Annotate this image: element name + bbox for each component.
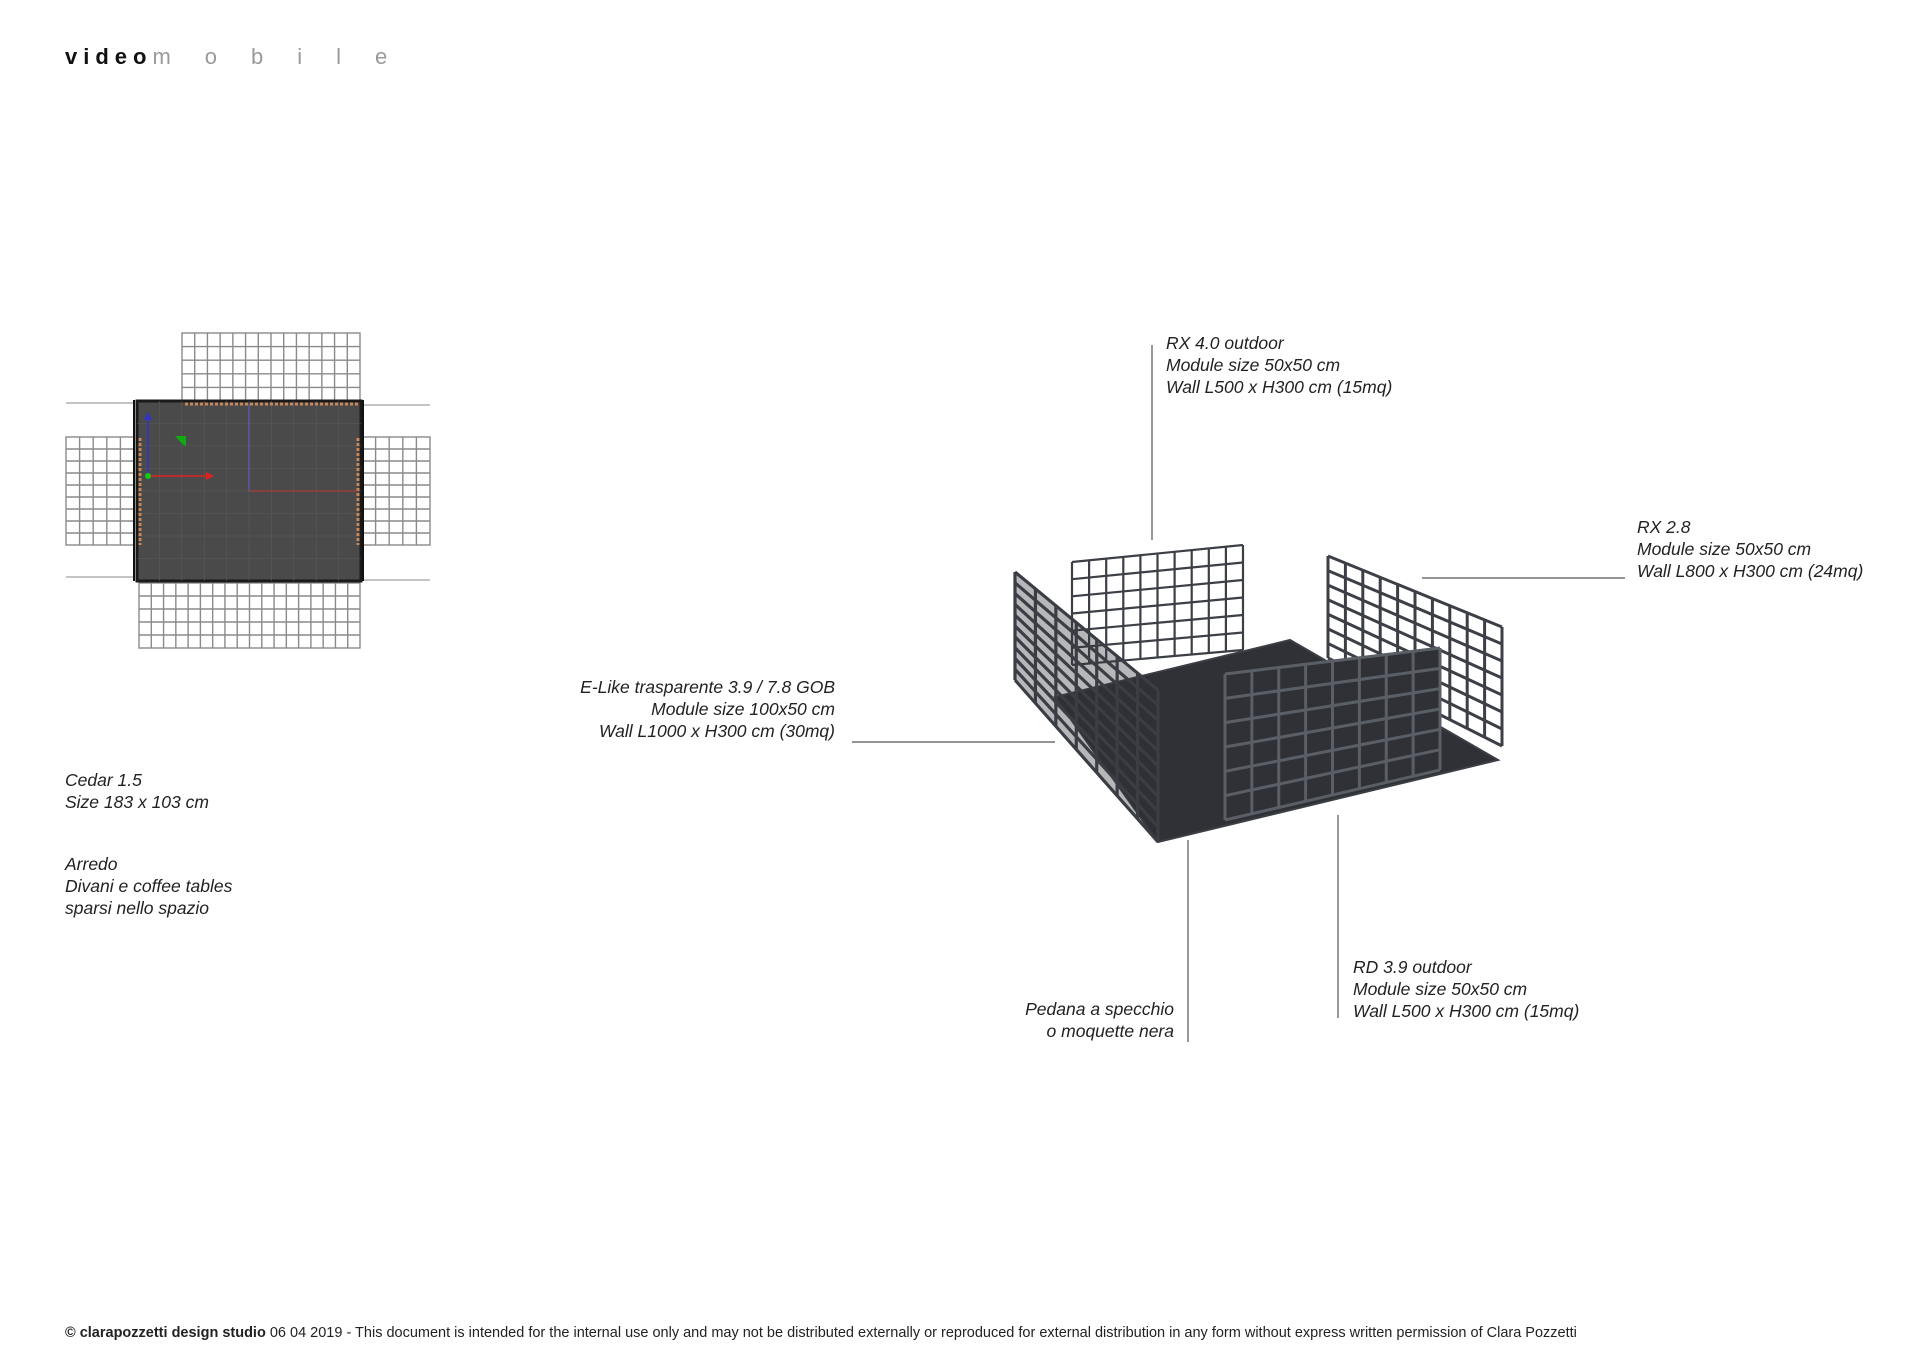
label-rx28 xyxy=(1637,516,1863,582)
label-rx28-line3: Wall L800 x H300 cm (24mq) xyxy=(1637,561,1864,581)
label-arredo xyxy=(65,853,232,919)
label-arredo-line1: Arredo xyxy=(65,854,118,874)
label-rx40 xyxy=(1166,332,1392,398)
footer-text: 06 04 2019 - This document is intended for the internal use only and may not be distributed externally or reproduced for external distribution in any form without express written permission of Clara Pozzetti xyxy=(265,1325,1577,1341)
label-pedana xyxy=(1025,998,1174,1042)
logo-light: mobile xyxy=(152,44,422,69)
iso-view xyxy=(1015,545,1502,842)
label-rx40-line3: Wall L500 x H300 cm (15mq) xyxy=(1166,377,1393,397)
plan-wall-right xyxy=(362,437,430,545)
plan-wall-bottom xyxy=(139,583,360,648)
axis-origin xyxy=(145,473,151,479)
label-cedar-line1: Cedar 1.5 xyxy=(65,770,142,790)
logo-bold: video xyxy=(65,44,153,69)
label-elike-line2: Module size 100x50 cm xyxy=(651,699,835,719)
footer xyxy=(65,1325,1577,1341)
iso-wall-rd39 xyxy=(1225,648,1440,820)
footer-copyright: © clarapozzetti design studio xyxy=(65,1325,266,1341)
label-elike-line1: E-Like trasparente 3.9 / 7.8 GOB xyxy=(580,677,835,697)
label-elike xyxy=(580,676,835,742)
label-arredo-line2: Divani e coffee tables xyxy=(65,876,233,896)
label-rd39-line1: RD 3.9 outdoor xyxy=(1353,957,1472,977)
label-rx28-line2: Module size 50x50 cm xyxy=(1637,539,1812,559)
label-pedana-line1: Pedana a specchio xyxy=(1025,999,1174,1019)
label-rx40-line1: RX 4.0 outdoor xyxy=(1166,333,1284,353)
label-rd39-line3: Wall L500 x H300 cm (15mq) xyxy=(1353,1001,1580,1021)
label-arredo-line3: sparsi nello spazio xyxy=(65,898,209,918)
label-rd39-line2: Module size 50x50 cm xyxy=(1353,979,1528,999)
plan-view xyxy=(66,333,430,648)
label-rd39 xyxy=(1353,956,1579,1022)
plan-wall-left xyxy=(66,437,134,545)
plan-wall-top xyxy=(182,333,360,401)
label-cedar-line2: Size 183 x 103 cm xyxy=(65,792,209,812)
label-cedar xyxy=(65,769,209,813)
label-pedana-line2: o moquette nera xyxy=(1046,1021,1174,1041)
label-rx40-line2: Module size 50x50 cm xyxy=(1166,355,1341,375)
label-elike-line3: Wall L1000 x H300 cm (30mq) xyxy=(598,721,835,741)
label-rx28-line1: RX 2.8 xyxy=(1637,517,1691,537)
